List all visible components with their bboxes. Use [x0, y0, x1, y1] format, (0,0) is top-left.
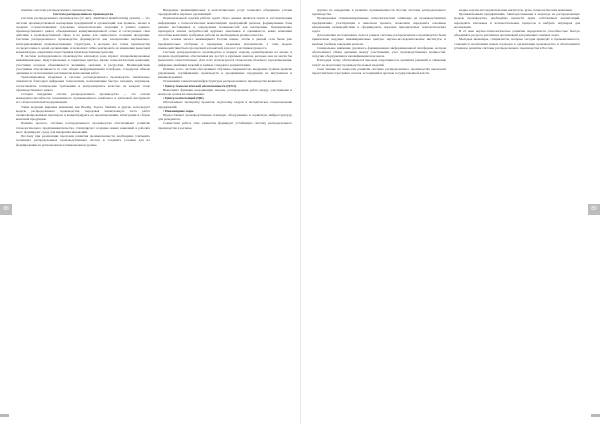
paragraph: Проведенные специализированные технологические семинары на производственных предприятиях, участвующих в пилотном проекте, позволили определить основные направления взаимодействия и сформировать перечень приоритетных технологических задач. [312, 16, 446, 34]
page-edge-bar-left [0, 414, 9, 417]
paragraph: Трансакционные издержки в системе распределенного производства значительно снижаются благодаря цифровым технологиям, позволяющим быстро находить партнеров, согласовывать технические требования и контролировать качество на каждом этапе производственного цикла. [16, 75, 150, 92]
paragraph: Сегодня внедрение систем распределенного производства — это основа конкурентоспособности современного промышленного комплекса и ключевой инструмент его технологической модернизации. [16, 92, 150, 105]
paragraph: Совместная работа этих элементов формирует устойчивую систему распределенного производства в регионе. [158, 121, 292, 130]
left-page-column-1 [16, 8, 150, 147]
paragraph: Помимо этого, система обеспечивает обучение специалистов, внедрение лучших практик управления, сертификацию производств и продвижение продукции на внутреннем и внешнем рынках. [158, 66, 292, 80]
paragraph: Внедрение инжиниринговых и консалтинговых услуг позволяет объединить усилия предприятий и научных организаций. [158, 8, 292, 17]
paragraph: кадры, научно-исследовательские институты, вузы, технологические компании. [459, 8, 573, 12]
paragraph: В 21 веке научно-технологическое развитие определяется способностью быстро объединять ресурсы различных организаций для решения сложных задач. [454, 29, 580, 38]
paragraph: Молодые инженеры, специалисты, которые сегодня приходят в промышленность, становятся носителями новых подходов к организации производства и обеспечивают успешное развитие системы распределенного производства в России. [454, 37, 580, 50]
paragraph: Промышленным предприятиям, заинтересованным в переходе на распределенную модель производства, необходимо провести аудит собственных компетенций, определить ключевые и вспомогательные процессы и выбрать партнеров для кооперации. [454, 12, 580, 29]
right-page-column-2 [454, 8, 580, 50]
paragraph: Выполняет функции координации заказов, распределения работ между участниками и контроля сроков их выполнения. [158, 87, 292, 97]
paragraph: Основными элементами инфраструктуры распределенного производства являются: [163, 79, 282, 84]
page-number-right: 89 [588, 204, 600, 215]
paragraph: Система распределенного производства в первую очередь ориентирована на малые и средние предприятия, обеспечивая им доступ к крупным заказам, которые они не могли бы выполнить самостоятельно. Для этого используются технологии облачного проектирования, цифровые двойники изделий и единые стандарты документации. [158, 50, 292, 67]
bullet-heading: • Центр компетенций (ЦК). [163, 96, 205, 101]
paragraph: Такие ведущие мировые компании, как Boeing, Toyota, Siemens и другие, используют модель распределенного производства, передавая значительную часть работ специализированным партнерам и концентрируясь на проектировании, интеграции и сборке конечной продукции. [16, 104, 150, 122]
paragraph: Обеспечивает экспертизу проектов, подготовку кадров и методическое сопровождение предприятий. [158, 100, 292, 109]
bullet-heading: • Центр технологической обеспеченности (ЦТО). [163, 83, 237, 88]
paragraph: Система распределенного производства (от англ. distributed manufacturing system) — это система производственной кооперации предприятий и организаций, как правило, малых и средних, осуществляющих отдельные технологические операции в рамках единого производственного цикла, объединенных коммуникационной сетью и согласующих свои действия в производственной сфере и на рынке для совместного создания продукции. Системы распределенного производства формируются как альтернатива вертикально-интегрированным производственным структурам, в которых все этапы производства сосредоточены в одной организации, и позволяют гибко реагировать на изменения рыночной конъюнктуры, оперативно перестраивая производственные цепочки. [16, 16, 150, 55]
paragraph: Специальное внимание уделялось формированию информационной платформы, которая обеспечивает обмен данными между участниками, учет производственных мощностей, загрузки оборудования и квалификации персонала. [312, 45, 446, 59]
bullet-heading: • Инжиниринг-парк. [163, 108, 195, 113]
paragraph: Своё мнение по вопросам развития системы распределенного производства высказали представители отраслевых союзов, ассоциаций и органов государственной власти. [312, 66, 446, 76]
page-number-left: 88 [0, 204, 12, 215]
left-page-column-2 [158, 8, 292, 130]
paragraph: Поэтому при реализации программ развития промышленности необходимо учитывать потенциал распределенных производственных систем и создавать условия для их формирования на региональном и национальном уровне. [16, 134, 150, 147]
right-page [300, 0, 600, 424]
paragraph: Благодаря этому обеспечивается высокая оперативность принятия решений и снижение затрат на подготовку производства новых изделий. [312, 58, 446, 67]
page-edge-bar-right [591, 414, 600, 417]
paragraph: В системе распределенного производства ключевую роль играют специализированные инжиниринговые, индустриальные и сервисные центры, малые технологические компании, участники которых обмениваются знаниями, заказами и ресурсами. Взаимодействие участников обеспечивается за счет общих информационных платформ, стандартов обмена данными и согласованных регламентов выполнения работ. [16, 54, 150, 76]
section-heading: Система распределенного производства [52, 12, 114, 17]
paragraph: Предоставляет производственные площади, оборудование и сервисную инфраструктуру для резидентов. [158, 113, 292, 122]
paragraph: группы по внедрению в развитие промышленности России системы распределенного производства. [312, 8, 446, 17]
paragraph: Первоначальной задачей работы групп сбора данных является поиск и систематизация информации о технологических компетенциях предприятий региона, формирование базы данных поставщиков и определение возможностей для кооперации. Одновременно проводится анализ потребностей крупных заказчиков и оценивается, какие компании способны выполнять требуемые работы на необходимом уровне качества. [158, 16, 292, 38]
right-page-column-1 [312, 8, 446, 75]
paragraph: Для основы малого инжиниринга России важно, чтобы в данной сети были уже предварительно отобраны и проверены надежные исполнители, а сама модель взаимодействия была прозрачной и понятной для всех участников процесса. [158, 37, 292, 50]
paragraph: понятие «система распределенного производства». [21, 8, 94, 12]
paragraph: Помимо прочего, системы распределенного производства обеспечивают развитие технологического предпринимательства, стимулируют создание новых компаний и рабочих мест, формируют среду для внедрения инноваций. [16, 121, 150, 134]
paragraph: Для решения поставленных задач в рамках системы распределенного производства были привлечены ведущие инжиниринговые центры, научно-исследовательские институты и высшие учебные заведения региона. [312, 33, 446, 46]
